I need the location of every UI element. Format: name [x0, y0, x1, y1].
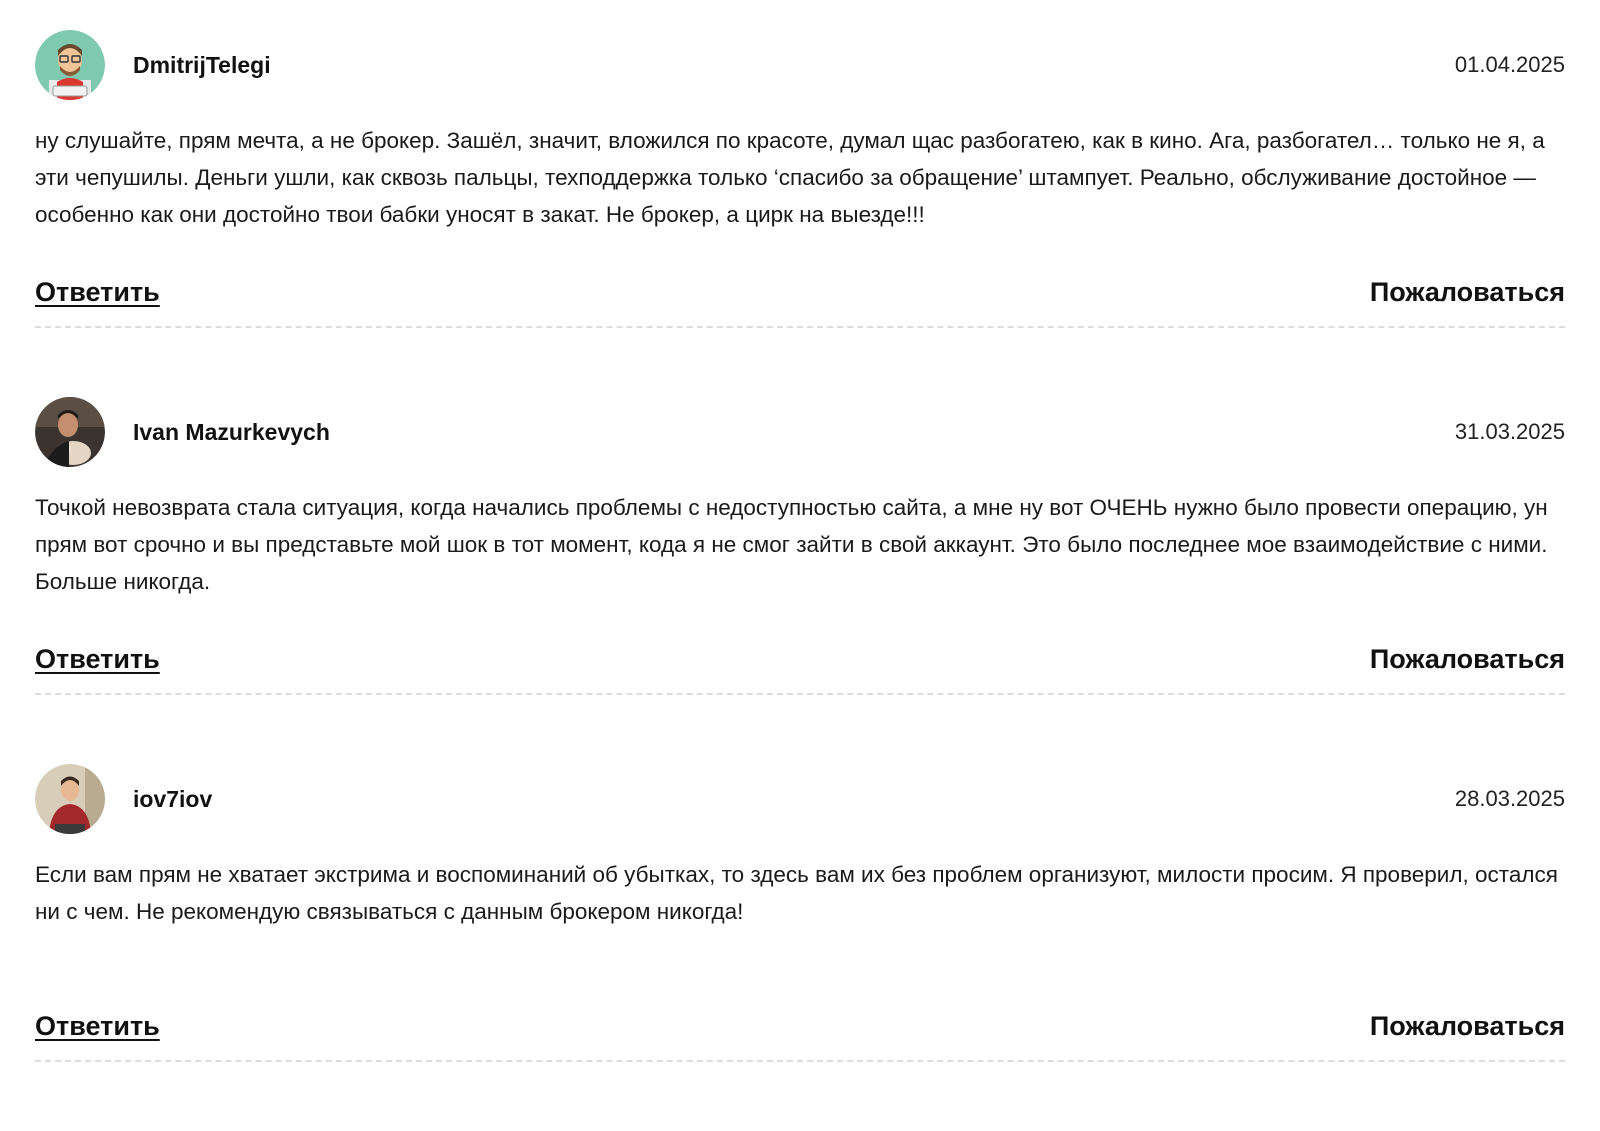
reply-link[interactable]: Ответить	[35, 643, 160, 674]
comment-text: ну слушайте, прям мечта, а не брокер. Зашёл, значит, вложился по красоте, думал щас разбогатею, как в кино. Ага, разбогател… только не я, а эти чепушилы. Деньги ушли, как сквозь пальцы, техподдержка только ‘спасибо за обращение’ штампует. Реально, обслуживание достойное — особенно как они достойно твои бабки уносят в закат. Не брокер, а цирк на выезде!!!	[35, 128, 1545, 227]
comment-date: 28.03.2025	[1454, 786, 1565, 811]
divider	[35, 326, 1565, 328]
report-link[interactable]: Пожаловаться	[1369, 1010, 1565, 1041]
comment-text: Если вам прям не хватает экстрима и воспоминаний об убытках, то здесь вам их без проблем организуют, милости просим. Я проверил, остался ни с чем. Не рекомендую связываться с данным брокером никогда!	[35, 862, 1558, 924]
comment-header	[35, 764, 1565, 834]
comment-text: Точкой невозврата стала ситуация, когда начались проблемы с недоступностью сайта, а мне ну вот ОЧЕНЬ нужно было провести операцию, ун прям вот срочно и вы представьте мой шок в тот момент, кода я не смог зайти в свой аккаунт. Это было последнее мое взаимодействие с ними. Больше никогда.	[35, 495, 1548, 594]
comment-header	[35, 397, 1565, 467]
avatar[interactable]	[35, 397, 105, 467]
comment-item	[35, 764, 1565, 1131]
reply-link[interactable]: Ответить	[35, 276, 160, 307]
comment-date: 01.04.2025	[1454, 52, 1565, 77]
comment-date: 31.03.2025	[1454, 419, 1565, 444]
divider	[35, 693, 1565, 695]
comments-list	[35, 30, 1565, 1131]
author-name: Ivan Mazurkevych	[133, 418, 330, 445]
report-link[interactable]: Пожаловаться	[1369, 276, 1565, 307]
comment-actions	[35, 274, 1565, 310]
comment-actions	[35, 641, 1565, 677]
author-name: iov7iov	[133, 785, 213, 812]
comment-item	[35, 397, 1565, 764]
report-link[interactable]: Пожаловаться	[1369, 643, 1565, 674]
avatar[interactable]	[35, 764, 105, 834]
comment-actions	[35, 1008, 1565, 1044]
reply-link[interactable]: Ответить	[35, 1010, 160, 1041]
divider	[35, 1060, 1565, 1062]
comment-item	[35, 30, 1565, 397]
author-name: DmitrijTelegi	[133, 51, 271, 78]
comment-header	[35, 30, 1565, 100]
avatar[interactable]	[35, 30, 105, 100]
